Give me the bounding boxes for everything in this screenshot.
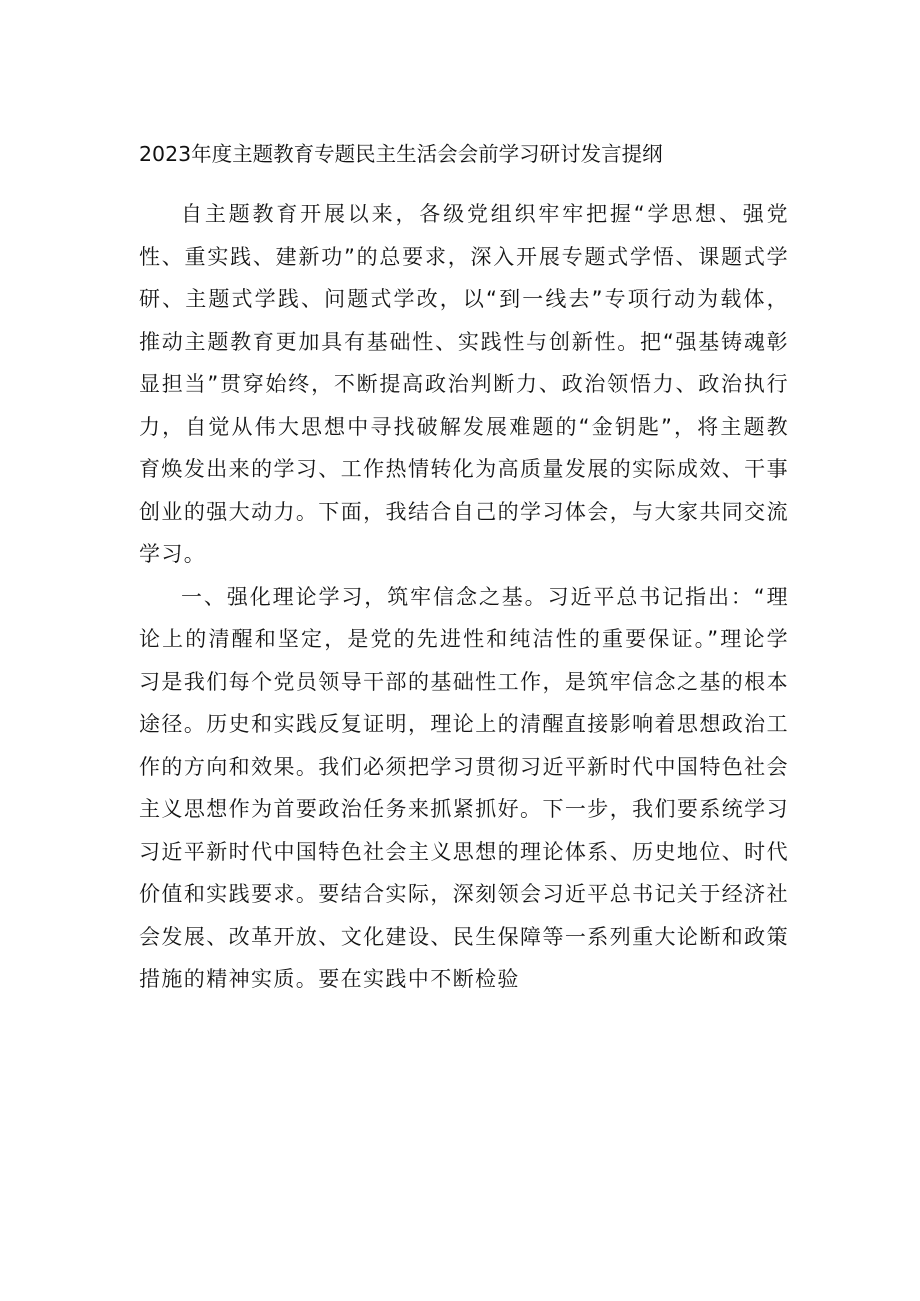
document-body bbox=[139, 193, 789, 1001]
document-title: 2023年度主题教育专题民主生活会会前学习研讨发言提纲 bbox=[139, 142, 663, 166]
paragraph-section-one: 一、强化理论学习，筑牢信念之基。习近平总书记指出：“理论上的清醒和坚定，是党的先进性和纯洁性的重要保证。”理论学习是我们每个党员领导干部的基础性工作，是筑牢信念之基的根本途径。历史和实践反复证明，理论上的清醒直接影响着思想政治工作的方向和效果。我们必须把学习贯彻习近平新时代中国特色社会主义思想作为首要政治任务来抓紧抓好。下一步，我们要系统学习习近平新时代中国特色社会主义思想的理论体系、历史地位、时代价值和实践要求。要结合实际，深刻领会习近平总书记关于经济社会发展、改革开放、文化建设、民生保障等一系列重大论断和政策措施的精神实质。要在实践中不断检验 bbox=[139, 584, 789, 991]
paragraph-intro: 自主题教育开展以来，各级党组织牢牢把握“学思想、强党性、重实践、建新功”的总要求，深入开展专题式学悟、课题式学研、主题式学践、问题式学改，以“到一线去”专项行动为载体，推动主题教育更加具有基础性、实践性与创新性。把“强基铸魂彰显担当”贯穿始终，不断提高政治判断力、政治领悟力、政治执行力，自觉从伟大思想中寻找破解发展难题的“金钥匙”，将主题教育焕发出来的学习、工作热情转化为高质量发展的实际成效、干事创业的强大动力。下面，我结合自己的学习体会，与大家共同交流学习。 bbox=[139, 202, 789, 566]
